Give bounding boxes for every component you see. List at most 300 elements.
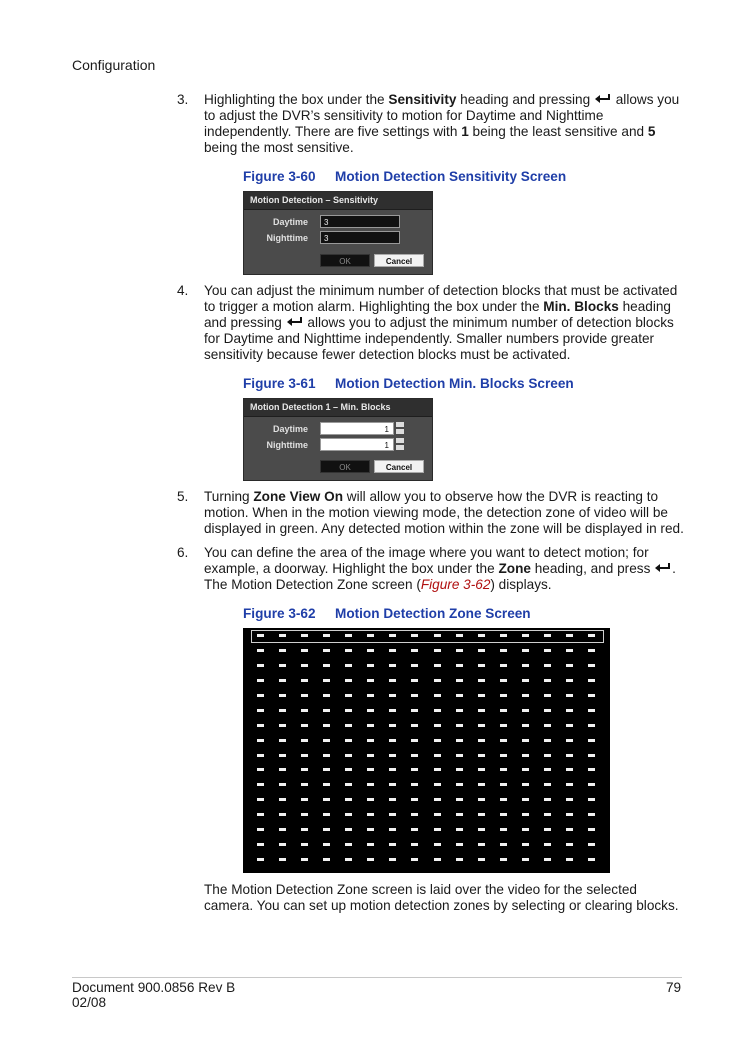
page-number: 79 <box>666 980 682 995</box>
daytime-label: Daytime <box>272 424 308 434</box>
zone-block[interactable] <box>411 694 418 697</box>
zone-block[interactable] <box>456 709 463 712</box>
zone-block[interactable] <box>566 649 573 652</box>
sensitivity-dialog <box>243 191 433 275</box>
zone-block[interactable] <box>588 694 595 697</box>
zone-block[interactable] <box>301 813 308 816</box>
min-blocks-dialog <box>243 398 433 481</box>
zone-block[interactable] <box>522 813 529 816</box>
zone-block[interactable] <box>478 709 485 712</box>
zone-block[interactable] <box>301 664 308 667</box>
zone-block[interactable] <box>478 739 485 742</box>
zone-block[interactable] <box>301 828 308 831</box>
zone-block[interactable] <box>456 798 463 801</box>
zone-block[interactable] <box>301 724 308 727</box>
zone-block[interactable] <box>345 664 352 667</box>
zone-block[interactable] <box>323 813 330 816</box>
zone-block[interactable] <box>279 828 286 831</box>
zone-block[interactable] <box>411 813 418 816</box>
zone-block[interactable] <box>500 634 507 637</box>
zone-block[interactable] <box>279 798 286 801</box>
zone-block[interactable] <box>456 634 463 637</box>
zone-block[interactable] <box>257 813 264 816</box>
zone-block[interactable] <box>544 858 551 861</box>
zone-block[interactable] <box>367 649 374 652</box>
figure-link[interactable]: Figure 3-62 <box>420 577 491 592</box>
zone-block[interactable] <box>367 664 374 667</box>
zone-block[interactable] <box>500 664 507 667</box>
zone-block[interactable] <box>544 664 551 667</box>
zone-block[interactable] <box>257 754 264 757</box>
zone-block[interactable] <box>323 709 330 712</box>
zone-block[interactable] <box>411 739 418 742</box>
zone-block[interactable] <box>323 754 330 757</box>
zone-block[interactable] <box>522 694 529 697</box>
zone-block[interactable] <box>367 694 374 697</box>
zone-block[interactable] <box>367 768 374 771</box>
zone-block[interactable] <box>389 634 396 637</box>
enter-key-icon <box>654 562 672 574</box>
enter-key-icon <box>594 93 612 105</box>
zone-block[interactable] <box>389 679 396 682</box>
zone-block[interactable] <box>566 694 573 697</box>
zone-block[interactable] <box>301 679 308 682</box>
zone-block[interactable] <box>257 798 264 801</box>
zone-block[interactable] <box>500 739 507 742</box>
zone-block[interactable] <box>323 679 330 682</box>
zone-block[interactable] <box>500 754 507 757</box>
zone-block[interactable] <box>544 679 551 682</box>
zone-block[interactable] <box>301 783 308 786</box>
zone-block[interactable] <box>411 828 418 831</box>
zone-block[interactable] <box>323 649 330 652</box>
zone-block[interactable] <box>367 709 374 712</box>
zone-block[interactable] <box>588 858 595 861</box>
nighttime-label: Nighttime <box>266 440 308 450</box>
zone-block[interactable] <box>323 798 330 801</box>
zone-block[interactable] <box>389 694 396 697</box>
zone-block[interactable] <box>257 634 264 637</box>
zone-block[interactable] <box>588 664 595 667</box>
zone-block[interactable] <box>522 754 529 757</box>
zone-block[interactable] <box>500 724 507 727</box>
zone-block[interactable] <box>522 634 529 637</box>
zone-block[interactable] <box>301 798 308 801</box>
zone-block[interactable] <box>301 739 308 742</box>
zone-block[interactable] <box>478 649 485 652</box>
motion-zone-grid[interactable] <box>243 628 610 873</box>
zone-block[interactable] <box>434 828 441 831</box>
zone-block[interactable] <box>389 754 396 757</box>
zone-block[interactable] <box>323 634 330 637</box>
zone-block[interactable] <box>279 754 286 757</box>
zone-block[interactable] <box>588 783 595 786</box>
zone-block[interactable] <box>478 858 485 861</box>
zone-block[interactable] <box>478 694 485 697</box>
zone-block[interactable] <box>588 649 595 652</box>
zone-block[interactable] <box>323 694 330 697</box>
zone-block[interactable] <box>434 843 441 846</box>
zone-block[interactable] <box>367 828 374 831</box>
zone-block[interactable] <box>279 679 286 682</box>
zone-block[interactable] <box>345 843 352 846</box>
zone-block[interactable] <box>456 858 463 861</box>
zone-block[interactable] <box>434 739 441 742</box>
zone-block[interactable] <box>279 858 286 861</box>
zone-block[interactable] <box>522 768 529 771</box>
zone-block[interactable] <box>367 754 374 757</box>
zone-block[interactable] <box>411 709 418 712</box>
zone-block[interactable] <box>411 798 418 801</box>
zone-block[interactable] <box>345 813 352 816</box>
zone-block[interactable] <box>323 858 330 861</box>
zone-block[interactable] <box>257 858 264 861</box>
zone-block[interactable] <box>411 724 418 727</box>
zone-block[interactable] <box>588 724 595 727</box>
zone-block[interactable] <box>301 634 308 637</box>
zone-block[interactable] <box>566 724 573 727</box>
zone-block[interactable] <box>279 768 286 771</box>
step-6 <box>177 545 687 593</box>
cancel-button[interactable]: Cancel <box>374 254 424 267</box>
cancel-button[interactable]: Cancel <box>374 460 424 473</box>
zone-block[interactable] <box>257 694 264 697</box>
section-header: Configuration <box>72 57 156 73</box>
zone-block[interactable] <box>323 664 330 667</box>
zone-block[interactable] <box>588 709 595 712</box>
zone-block[interactable] <box>434 709 441 712</box>
zone-block[interactable] <box>389 724 396 727</box>
zone-block[interactable] <box>544 843 551 846</box>
zone-block[interactable] <box>588 754 595 757</box>
nighttime-row <box>244 231 432 247</box>
daytime-row <box>244 422 432 438</box>
zone-block[interactable] <box>411 783 418 786</box>
zone-block[interactable] <box>279 634 286 637</box>
daytime-spinner[interactable] <box>396 422 404 435</box>
zone-block[interactable] <box>434 679 441 682</box>
zone-block[interactable] <box>500 798 507 801</box>
zone-block[interactable] <box>434 798 441 801</box>
zone-block[interactable] <box>544 739 551 742</box>
zone-block[interactable] <box>588 813 595 816</box>
zone-block[interactable] <box>345 754 352 757</box>
zone-block[interactable] <box>588 798 595 801</box>
zone-block[interactable] <box>301 858 308 861</box>
zone-block[interactable] <box>544 828 551 831</box>
zone-block[interactable] <box>279 709 286 712</box>
zone-block[interactable] <box>456 783 463 786</box>
daytime-row <box>244 215 432 231</box>
zone-block[interactable] <box>456 828 463 831</box>
daytime-min-blocks-field[interactable]: 1 <box>320 422 394 435</box>
step-4 <box>177 283 687 363</box>
zone-block[interactable] <box>345 724 352 727</box>
zone-block[interactable] <box>323 783 330 786</box>
zone-block[interactable] <box>367 724 374 727</box>
zone-block[interactable] <box>522 679 529 682</box>
zone-block[interactable] <box>257 709 264 712</box>
zone-block[interactable] <box>389 739 396 742</box>
step-number: 5. <box>177 489 189 504</box>
zone-block[interactable] <box>389 858 396 861</box>
nighttime-min-blocks-field[interactable]: 1 <box>320 438 394 451</box>
zone-block[interactable] <box>456 739 463 742</box>
zone-block[interactable] <box>478 724 485 727</box>
document-number: Document 900.0856 Rev B <box>72 980 236 995</box>
zone-block[interactable] <box>389 768 396 771</box>
zone-block[interactable] <box>566 679 573 682</box>
closing-paragraph: The Motion Detection Zone screen is laid over the video for the selected camera. You can set up motion detection zones by selecting or clearing blocks. <box>204 882 679 913</box>
zone-block[interactable] <box>566 828 573 831</box>
zone-block[interactable] <box>367 813 374 816</box>
ok-button[interactable]: OK <box>320 460 370 473</box>
zone-block[interactable] <box>345 739 352 742</box>
zone-block[interactable] <box>389 798 396 801</box>
zone-block[interactable] <box>345 709 352 712</box>
figure-caption: Figure 3-60 Motion Detection Sensitivity Screen <box>243 169 567 184</box>
zone-block[interactable] <box>544 724 551 727</box>
zone-block[interactable] <box>411 843 418 846</box>
zone-block[interactable] <box>257 664 264 667</box>
zone-block[interactable] <box>434 634 441 637</box>
zone-block[interactable] <box>367 739 374 742</box>
zone-block[interactable] <box>323 828 330 831</box>
zone-block[interactable] <box>456 694 463 697</box>
zone-block[interactable] <box>544 768 551 771</box>
zone-block[interactable] <box>478 813 485 816</box>
zone-block[interactable] <box>588 828 595 831</box>
zone-block[interactable] <box>522 798 529 801</box>
step-number: 6. <box>177 545 189 560</box>
zone-block[interactable] <box>257 783 264 786</box>
zone-block[interactable] <box>478 783 485 786</box>
zone-block[interactable] <box>345 634 352 637</box>
zone-block[interactable] <box>434 858 441 861</box>
zone-block[interactable] <box>257 679 264 682</box>
zone-block[interactable] <box>500 843 507 846</box>
zone-block[interactable] <box>345 679 352 682</box>
zone-block[interactable] <box>544 649 551 652</box>
zone-block[interactable] <box>301 754 308 757</box>
zone-block[interactable] <box>301 768 308 771</box>
zone-block[interactable] <box>345 783 352 786</box>
zone-block[interactable] <box>411 664 418 667</box>
step-5 <box>177 489 687 537</box>
dialog-title: Motion Detection 1 – Min. Blocks <box>244 399 432 417</box>
zone-block[interactable] <box>500 679 507 682</box>
zone-block[interactable] <box>257 843 264 846</box>
zone-block[interactable] <box>566 768 573 771</box>
zone-block[interactable] <box>389 649 396 652</box>
zone-block[interactable] <box>522 828 529 831</box>
zone-block[interactable] <box>456 768 463 771</box>
zone-block[interactable] <box>456 664 463 667</box>
zone-block[interactable] <box>478 679 485 682</box>
zone-block[interactable] <box>588 843 595 846</box>
zone-block[interactable] <box>257 828 264 831</box>
zone-block[interactable] <box>323 768 330 771</box>
zone-block[interactable] <box>500 858 507 861</box>
zone-block[interactable] <box>478 798 485 801</box>
zone-block[interactable] <box>434 649 441 652</box>
zone-block[interactable] <box>434 694 441 697</box>
zone-block[interactable] <box>257 768 264 771</box>
zone-block[interactable] <box>434 754 441 757</box>
zone-block[interactable] <box>478 634 485 637</box>
zone-block[interactable] <box>544 798 551 801</box>
zone-block[interactable] <box>367 843 374 846</box>
zone-block[interactable] <box>389 664 396 667</box>
zone-block[interactable] <box>434 783 441 786</box>
zone-block[interactable] <box>500 709 507 712</box>
zone-block[interactable] <box>456 754 463 757</box>
zone-block[interactable] <box>456 843 463 846</box>
zone-block[interactable] <box>522 724 529 727</box>
daytime-sensitivity-select[interactable]: 3 <box>320 215 400 228</box>
zone-block[interactable] <box>566 664 573 667</box>
zone-block[interactable] <box>279 783 286 786</box>
nighttime-sensitivity-select[interactable]: 3 <box>320 231 400 244</box>
zone-block[interactable] <box>323 739 330 742</box>
zone-block[interactable] <box>279 649 286 652</box>
zone-block[interactable] <box>257 739 264 742</box>
zone-block[interactable] <box>367 679 374 682</box>
step-text: You can define the area of the image where you want to detect motion; for example, a doorway. Highlight the box under the Zone heading, and press . The Motion Detection Zone screen (Figure 3-62) displays. <box>204 545 676 592</box>
zone-block[interactable] <box>522 783 529 786</box>
zone-block[interactable] <box>588 634 595 637</box>
zone-block[interactable] <box>411 754 418 757</box>
zone-block[interactable] <box>367 798 374 801</box>
zone-block[interactable] <box>434 664 441 667</box>
zone-block[interactable] <box>279 724 286 727</box>
step-text: You can adjust the minimum number of detection blocks that must be activated to trigger a motion alarm. Highlighting the box under the Min. Blocks heading and pressing allows you to adjust the minimum number of detection blocks for Daytime and Nighttime independently. Smaller numbers provide greater sensitivity because fewer detection blocks must be activated. <box>204 283 678 362</box>
zone-block[interactable] <box>566 709 573 712</box>
zone-block[interactable] <box>411 679 418 682</box>
zone-block[interactable] <box>566 858 573 861</box>
zone-block[interactable] <box>500 828 507 831</box>
zone-block[interactable] <box>389 843 396 846</box>
zone-block[interactable] <box>500 694 507 697</box>
zone-block[interactable] <box>544 813 551 816</box>
zone-block[interactable] <box>522 858 529 861</box>
zone-block[interactable] <box>522 843 529 846</box>
zone-block[interactable] <box>301 649 308 652</box>
zone-block[interactable] <box>566 798 573 801</box>
zone-block[interactable] <box>588 679 595 682</box>
zone-block[interactable] <box>522 709 529 712</box>
zone-block[interactable] <box>345 649 352 652</box>
zone-block[interactable] <box>456 649 463 652</box>
zone-block[interactable] <box>257 724 264 727</box>
zone-block[interactable] <box>389 828 396 831</box>
ok-button[interactable]: OK <box>320 254 370 267</box>
zone-block[interactable] <box>588 739 595 742</box>
zone-block[interactable] <box>500 649 507 652</box>
zone-block[interactable] <box>478 828 485 831</box>
zone-block[interactable] <box>434 768 441 771</box>
zone-block[interactable] <box>279 664 286 667</box>
zone-block[interactable] <box>566 739 573 742</box>
zone-block[interactable] <box>566 813 573 816</box>
zone-block[interactable] <box>279 694 286 697</box>
zone-block[interactable] <box>544 694 551 697</box>
zone-block[interactable] <box>544 754 551 757</box>
zone-block[interactable] <box>367 783 374 786</box>
zone-block[interactable] <box>411 768 418 771</box>
zone-block[interactable] <box>478 768 485 771</box>
zone-block[interactable] <box>345 798 352 801</box>
zone-block[interactable] <box>566 843 573 846</box>
zone-block[interactable] <box>345 828 352 831</box>
zone-block[interactable] <box>301 843 308 846</box>
zone-block[interactable] <box>411 858 418 861</box>
enter-key-icon <box>286 316 304 328</box>
figure-caption: Figure 3-61 Motion Detection Min. Blocks Screen <box>243 376 574 391</box>
zone-block[interactable] <box>500 768 507 771</box>
zone-block[interactable] <box>323 843 330 846</box>
zone-block[interactable] <box>411 649 418 652</box>
zone-block[interactable] <box>500 783 507 786</box>
document-date: 02/08 <box>72 995 107 1010</box>
zone-block[interactable] <box>500 813 507 816</box>
zone-block[interactable] <box>522 649 529 652</box>
step-text: Highlighting the box under the Sensitivity heading and pressing allows you to adjust the DVR’s sensitivity to motion for Daytime and Nighttime independently. There are five settings with 1 being the least sensitive and 5 being the most sensitive. <box>204 92 680 155</box>
zone-block[interactable] <box>456 813 463 816</box>
zone-block[interactable] <box>367 858 374 861</box>
dialog-title: Motion Detection – Sensitivity <box>244 192 432 210</box>
zone-block[interactable] <box>389 813 396 816</box>
zone-block[interactable] <box>367 634 374 637</box>
zone-block[interactable] <box>566 783 573 786</box>
zone-block[interactable] <box>345 858 352 861</box>
zone-block[interactable] <box>478 843 485 846</box>
zone-block[interactable] <box>544 709 551 712</box>
zone-block[interactable] <box>323 724 330 727</box>
zone-block[interactable] <box>301 709 308 712</box>
zone-block[interactable] <box>434 813 441 816</box>
nighttime-spinner[interactable] <box>396 438 404 451</box>
zone-block[interactable] <box>279 843 286 846</box>
nighttime-label: Nighttime <box>266 233 308 243</box>
zone-block[interactable] <box>257 649 264 652</box>
zone-block[interactable] <box>456 724 463 727</box>
zone-block[interactable] <box>389 709 396 712</box>
step-number: 3. <box>177 92 189 107</box>
zone-block[interactable] <box>301 694 308 697</box>
daytime-label: Daytime <box>272 217 308 227</box>
zone-block[interactable] <box>522 739 529 742</box>
zone-block[interactable] <box>478 754 485 757</box>
nighttime-row <box>244 438 432 454</box>
zone-block[interactable] <box>456 679 463 682</box>
figure-caption: Figure 3-62 Motion Detection Zone Screen <box>243 606 531 621</box>
zone-block[interactable] <box>522 664 529 667</box>
zone-block[interactable] <box>478 664 485 667</box>
zone-block[interactable] <box>566 754 573 757</box>
zone-block[interactable] <box>566 634 573 637</box>
zone-block[interactable] <box>345 768 352 771</box>
zone-block[interactable] <box>544 783 551 786</box>
zone-block[interactable] <box>544 634 551 637</box>
zone-block[interactable] <box>588 768 595 771</box>
zone-block[interactable] <box>279 813 286 816</box>
zone-block[interactable] <box>411 634 418 637</box>
zone-block[interactable] <box>345 694 352 697</box>
zone-block[interactable] <box>279 739 286 742</box>
zone-block[interactable] <box>389 783 396 786</box>
zone-block[interactable] <box>434 724 441 727</box>
